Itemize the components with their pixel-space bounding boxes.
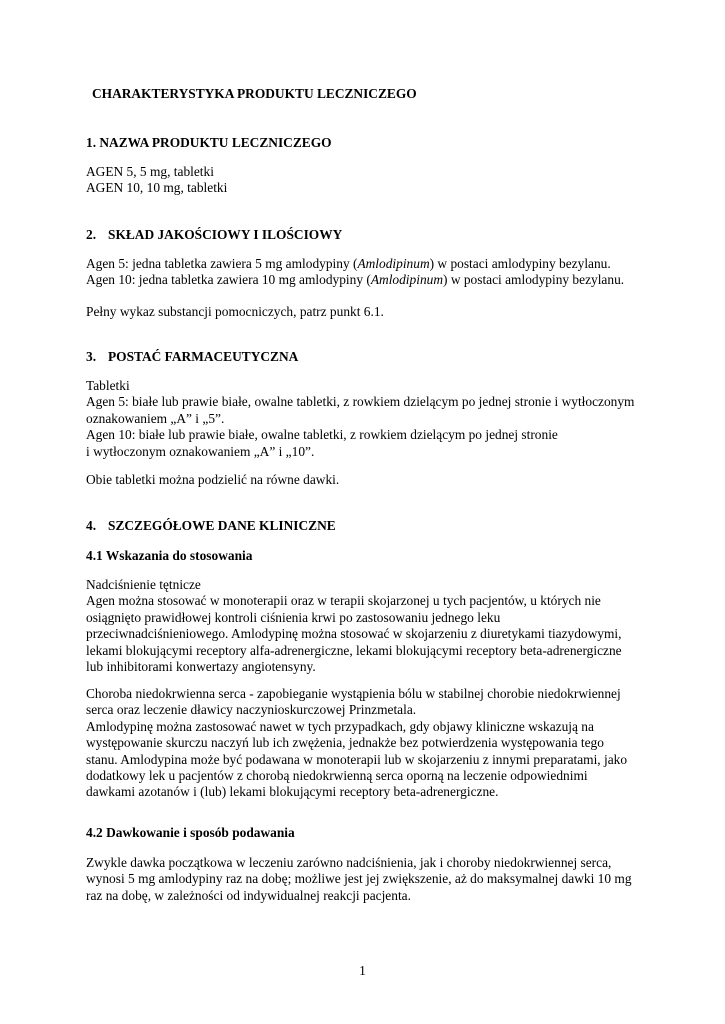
divide-note: Obie tabletki można podzielić na równe dawki. (86, 472, 340, 487)
subsection-4-1-heading: 4.1 Wskazania do stosowania (86, 548, 253, 563)
section-1-body (86, 164, 646, 197)
product-name-line: AGEN 10, 10 mg, tabletki (86, 180, 228, 196)
product-name-line: AGEN 5, 5 mg, tabletki (86, 164, 214, 179)
subsection-4-1-para-2: Choroba niedokrwienna serca - zapobieganie wystąpienia bólu w stabilnej chorobie niedokrwiennej serca oraz leczenie dławicy naczynioskurczowej Prinzmetala. Amlodypinę można zastosować nawet w tych przypadkach, gdy objawy kliniczne wskazują na występowanie skurczu naczyń lub ich zwężenia, jednakże bez potwierdzenia występowania tego stanu. Amlodypina może być podawana w monoterapii lub w skojarzeniu z innymi preparatami, jako dodatkowy lek u pacjentów z chorobą niedokrwienną serca oporną na leczenie odpowiednimi dawkami azotanów i (lub) lekami blokującymi receptory beta-adrenergiczne. (86, 686, 628, 800)
subsection-4-2-heading: 4.2 Dawkowanie i sposób podawania (86, 825, 295, 840)
section-number: 2. (86, 227, 97, 242)
excipients-note: Pełny wykaz substancji pomocniczych, patrz punkt 6.1. (86, 304, 384, 319)
composition-agen5: Agen 5: jedna tabletka zawiera 5 mg amlodypiny (Amlodipinum) w postaci amlodypiny bezylanu. (86, 256, 611, 271)
section-4-heading (86, 518, 646, 534)
section-3-body (86, 378, 646, 460)
form-line: oznakowaniem „A” i „5”. (86, 410, 225, 426)
section-2-body (86, 256, 646, 289)
section-2-heading (86, 227, 646, 243)
subsection-4-1-para-1: Nadciśnienie tętnicze Agen można stosować w monoterapii oraz w terapii skojarzonej u tych pacjentów, u których nie osiągnięto prawidłowej kontroli ciśnienia krwi po zastosowaniu jednego leku przeciwnadciśnieniowego. Amlodypinę można stosować w skojarzeniu z diuretykami tiazydowymi, lekami blokującymi receptory alfa-adrenergiczne, lekami blokującymi receptory beta-adrenergiczne lub inhibitorami konwertazy angiotensyny. (86, 577, 622, 675)
section-3-heading (86, 349, 646, 365)
section-number: 4. (86, 518, 97, 533)
section-title: POSTAĆ FARMACEUTYCZNA (108, 349, 299, 364)
subsection-4-2-para-1: Zwykle dawka początkowa w leczeniu zarówno nadciśnienia, jak i choroby niedokrwiennej serca, wynosi 5 mg amlodypiny raz na dobę; możliwe jest jej zwiększenie, aż do maksymalnej dawki 10 mg raz na dobę, w zależności od indywidualnej reakcji pacjenta. (86, 855, 632, 903)
composition-agen10: Agen 10: jedna tabletka zawiera 10 mg amlodypiny (Amlodipinum) w postaci amlodypiny bezylanu. (86, 272, 625, 288)
section-1-heading: 1. NAZWA PRODUKTU LECZNICZEGO (86, 135, 332, 150)
form-line: Tabletki (86, 378, 130, 393)
form-line: i wytłoczonym oznakowaniem „A” i „10”. (86, 443, 315, 459)
section-title: SKŁAD JAKOŚCIOWY I ILOŚCIOWY (108, 227, 343, 242)
form-line: Agen 5: białe lub prawie białe, owalne tabletki, z rowkiem dzielącym po jednej stronie i wytłoczonym (86, 394, 635, 410)
page-number: 1 (359, 963, 366, 978)
section-number: 3. (86, 349, 97, 364)
section-title: SZCZEGÓŁOWE DANE KLINICZNE (108, 518, 336, 533)
form-line: Agen 10: białe lub prawie białe, owalne tabletki, z rowkiem dzielącym po jednej stronie (86, 427, 558, 443)
document-title: CHARAKTERYSTYKA PRODUKTU LECZNICZEGO (92, 86, 417, 101)
